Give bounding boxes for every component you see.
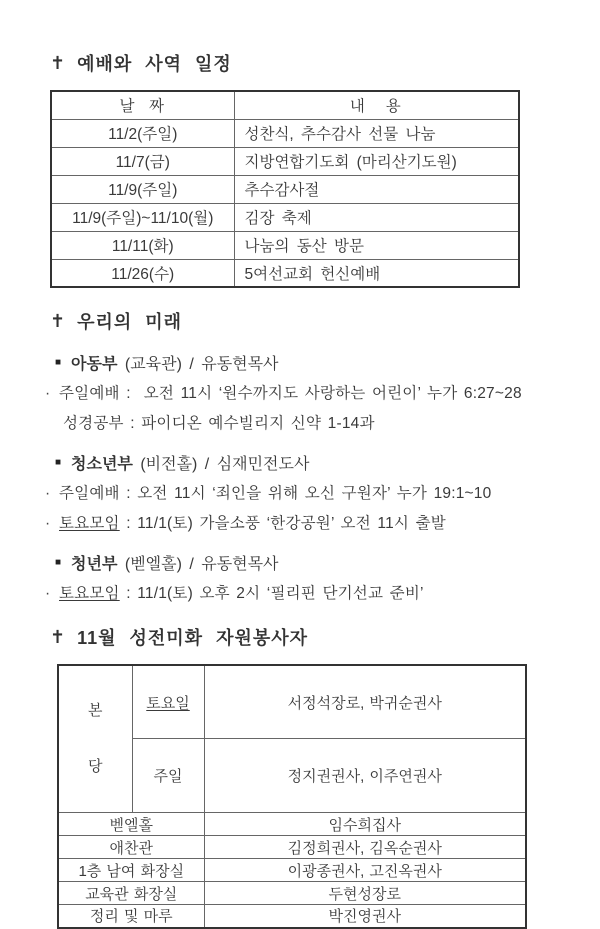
- cell-day-sunday: 주일: [132, 739, 204, 813]
- dot-bullet-icon: ·: [45, 585, 51, 602]
- square-bullet-icon: ■: [55, 357, 62, 368]
- group-info: (벧엘홀) / 유동현목사: [124, 556, 279, 573]
- group-name: 청소년부: [71, 456, 133, 473]
- group-info: (교육관) / 유동현목사: [124, 356, 279, 373]
- dot-bullet-icon: ·: [45, 485, 51, 502]
- schedule-line: [45, 513, 600, 534]
- cell-names: 박진영권사: [204, 905, 526, 928]
- table-row: [58, 813, 526, 836]
- schedule-line: [45, 483, 600, 504]
- cell-names: 서정석장로, 박귀순권사: [204, 665, 526, 739]
- cell-date: 11/9(주일)~11/10(월): [51, 203, 234, 231]
- cell-date: 11/9(주일): [51, 175, 234, 203]
- cell-content: 성찬식, 추수감사 선물 나눔: [234, 119, 519, 147]
- square-bullet-icon: ■: [55, 457, 62, 468]
- group-header-children: [55, 351, 600, 374]
- schedule-line: [45, 383, 600, 404]
- cell-area: 정리 및 마루: [58, 905, 204, 928]
- group-header-young-adults: [55, 551, 600, 574]
- table-row: [51, 175, 519, 203]
- table-row: [51, 203, 519, 231]
- group-info: (비전홀) / 심재민전도사: [140, 456, 310, 473]
- cell-date: 11/11(화): [51, 231, 234, 259]
- line-label: 토요모임: [59, 585, 120, 602]
- cell-date: 11/26(수): [51, 259, 234, 287]
- cell-area: 교육관 화장실: [58, 882, 204, 905]
- volunteer-table: [57, 664, 527, 929]
- cell-day-saturday: [132, 665, 204, 739]
- schedule-table: [50, 90, 520, 288]
- table-row: [58, 836, 526, 859]
- section-title: 예배와 사역 일정: [77, 54, 232, 74]
- cross-icon: ✝: [50, 626, 66, 647]
- cell-area: 벧엘홀: [58, 813, 204, 836]
- line-label: 주일예배: [59, 485, 120, 502]
- table-row: [58, 859, 526, 882]
- table-row: [58, 905, 526, 928]
- line-text: : 오전 11시 ‘원수까지도 사랑하는 어린이’ 누가 6:27~28: [119, 385, 522, 402]
- cell-names: 이광종권사, 고진옥권사: [204, 859, 526, 882]
- group-header-youth: [55, 451, 600, 474]
- cell-names: 김정희권사, 김옥순권사: [204, 836, 526, 859]
- cell-content: 김장 축제: [234, 203, 519, 231]
- group-name: 청년부: [71, 556, 118, 573]
- group-name: 아동부: [71, 356, 118, 373]
- table-row: [51, 259, 519, 287]
- day-label: 토요일: [146, 694, 190, 712]
- line-text: : 11/1(토) 가을소풍 ‘한강공원’ 오전 11시 출발: [119, 515, 446, 532]
- table-row: [58, 665, 526, 739]
- table-row: [58, 882, 526, 905]
- line-text: : 오전 11시 ‘죄인을 위해 오신 구원자’ 누가 19:1~10: [119, 485, 492, 502]
- cell-names: 정지권권사, 이주연권사: [204, 739, 526, 813]
- section-heading-volunteers: [50, 624, 600, 650]
- cell-content: 지방연합기도회 (마리산기도원): [234, 147, 519, 175]
- hall-label-line1: 본: [88, 702, 103, 719]
- line-text: : 11/1(토) 오후 2시 ‘필리핀 단기선교 준비’: [119, 585, 424, 602]
- column-header-date: 날 짜: [51, 91, 234, 119]
- column-header-content: 내 용: [234, 91, 519, 119]
- line-text: : 파이디온 예수빌리지 신약 1-14과: [123, 415, 375, 432]
- table-header-row: [51, 91, 519, 119]
- cell-names: 두현성장로: [204, 882, 526, 905]
- line-label: 주일예배: [59, 385, 120, 402]
- cell-content: 나눔의 동산 방문: [234, 231, 519, 259]
- cell-area-main-hall: [58, 665, 132, 813]
- dot-bullet-icon: ·: [45, 385, 51, 402]
- square-bullet-icon: ■: [55, 557, 62, 568]
- schedule-line: [45, 583, 600, 604]
- cross-icon: ✝: [50, 52, 66, 73]
- cell-date: 11/2(주일): [51, 119, 234, 147]
- cross-icon: ✝: [50, 310, 66, 331]
- schedule-line: [63, 413, 600, 434]
- section-title: 우리의 미래: [77, 312, 183, 332]
- table-row: [51, 147, 519, 175]
- cell-names: 임수희집사: [204, 813, 526, 836]
- hall-label-line2: 당: [88, 758, 103, 775]
- dot-bullet-icon: ·: [45, 515, 51, 532]
- cell-content: 5여선교회 헌신예배: [234, 259, 519, 287]
- table-row: [51, 119, 519, 147]
- cell-content: 추수감사절: [234, 175, 519, 203]
- line-label: 토요모임: [59, 515, 120, 532]
- cell-area: 애찬관: [58, 836, 204, 859]
- line-label: 성경공부: [63, 415, 124, 432]
- table-row: [51, 231, 519, 259]
- cell-date: 11/7(금): [51, 147, 234, 175]
- cell-area: 1층 남여 화장실: [58, 859, 204, 882]
- section-heading-future: [50, 308, 600, 334]
- section-heading-schedule: [50, 50, 600, 76]
- section-title: 11월 성전미화 자원봉사자: [77, 628, 309, 648]
